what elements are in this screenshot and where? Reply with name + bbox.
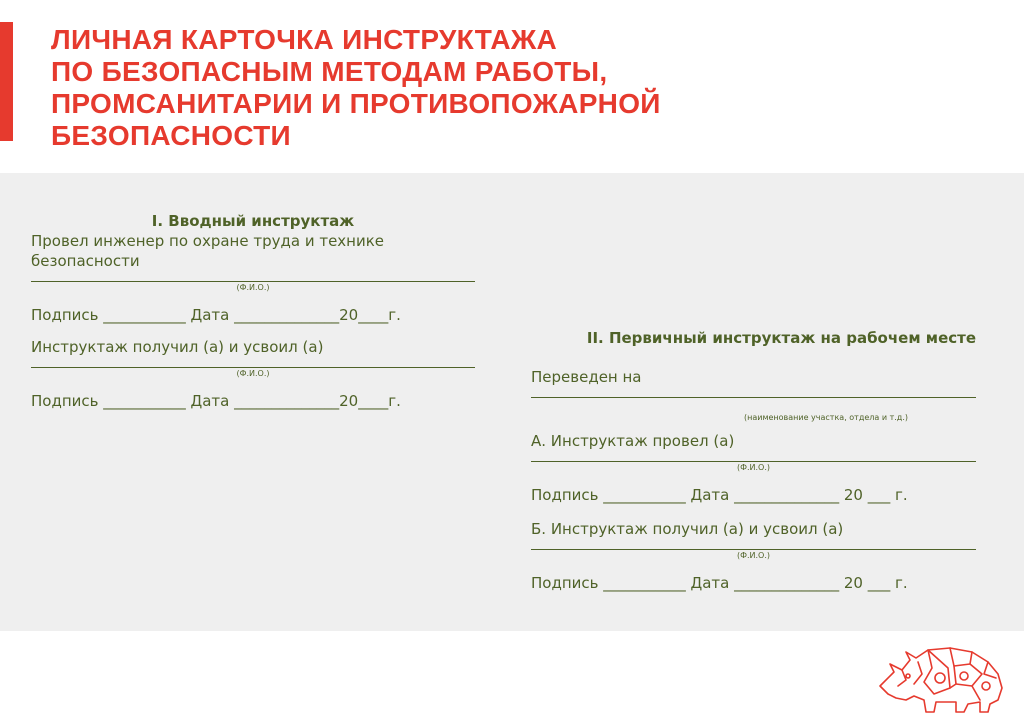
fio-field-received[interactable]: [31, 357, 475, 368]
fio-caption: (Ф.И.О.): [736, 551, 771, 560]
page-title: [51, 24, 951, 152]
received-label: Инструктаж получил (а) и усвоил (а): [31, 338, 324, 356]
title-line: ПРОМСАНИТАРИИ И ПРОТИВОПОЖАРНОЙ: [51, 88, 661, 119]
conducted-by-label-cont: безопасности: [31, 252, 140, 270]
section-heading: I. Вводный инструктаж: [151, 212, 355, 230]
title-line: ПО БЕЗОПАСНЫМ МЕТОДАМ РАБОТЫ,: [51, 56, 608, 87]
section-induction: [31, 211, 475, 411]
fio-field[interactable]: [31, 271, 475, 282]
signature-date-line-received[interactable]: Подпись ___________ Дата ______________20____г.: [31, 392, 401, 410]
fio-field-a[interactable]: [531, 451, 976, 462]
a-conducted-label: А. Инструктаж провел (а): [531, 432, 735, 450]
signature-date-line-a[interactable]: Подпись ___________ Дата ______________ 20 ___ г.: [531, 486, 908, 504]
title-line: БЕЗОПАСНОСТИ: [51, 120, 291, 151]
signature-date-line-b[interactable]: Подпись ___________ Дата ______________ 20 ___ г.: [531, 574, 908, 592]
fio-caption: (Ф.И.О.): [236, 369, 270, 378]
rhino-icon: [876, 638, 1012, 714]
accent-bar: [0, 22, 13, 141]
title-line: ЛИЧНАЯ КАРТОЧКА ИНСТРУКТАЖА: [51, 24, 558, 55]
fio-caption: (Ф.И.О.): [236, 283, 270, 292]
section-primary: [531, 328, 976, 593]
department-field[interactable]: [531, 387, 976, 398]
b-received-label: Б. Инструктаж получил (а) и усвоил (а): [531, 520, 844, 538]
fio-caption: (Ф.И.О.): [736, 463, 771, 472]
fio-field-b[interactable]: [531, 539, 976, 550]
department-caption: (наименование участка, отдела и т.д.): [744, 413, 908, 422]
section-heading: II. Первичный инструктаж на рабочем месте: [586, 329, 976, 347]
signature-date-line[interactable]: Подпись ___________ Дата ______________20____г.: [31, 306, 401, 324]
transferred-label: Переведен на: [531, 368, 642, 386]
conducted-by-label: Провел инженер по охране труда и технике: [31, 232, 385, 250]
